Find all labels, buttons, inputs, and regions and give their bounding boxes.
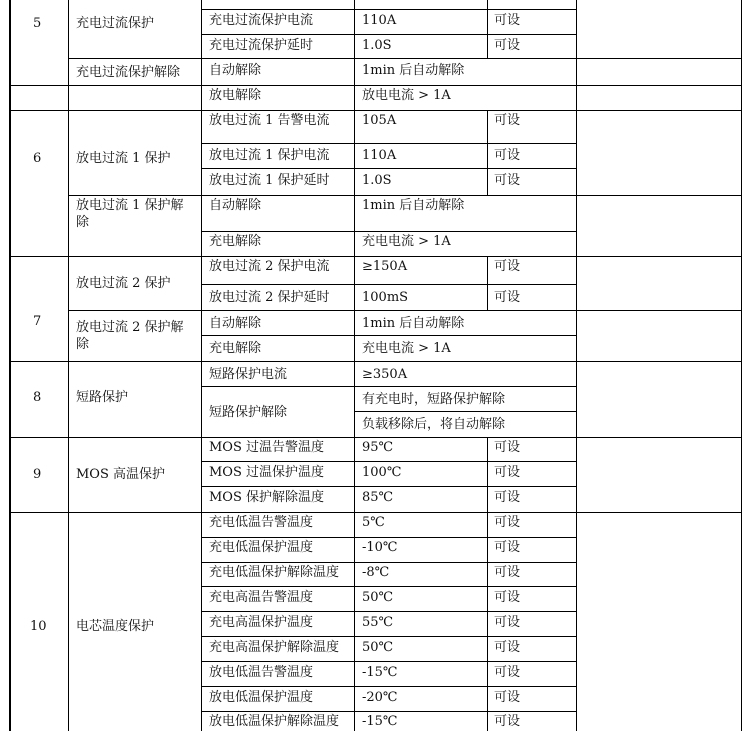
parameter-value: -8℃ — [362, 565, 390, 580]
parameter-name: 放电过流 2 保护电流 — [209, 259, 330, 274]
parameter-name: 放电过流 1 保护延时 — [209, 173, 330, 188]
parameter-name: 短路保护解除 — [209, 405, 288, 420]
configurable-flag: 可设 — [494, 690, 521, 705]
row-number: 7 — [33, 314, 42, 329]
configurable-flag: 可设 — [494, 615, 521, 630]
parameter-name: 自动解除 — [209, 63, 262, 78]
parameter-name: 自动解除 — [209, 198, 262, 213]
configurable-flag: 可设 — [494, 148, 521, 163]
parameter-name: 放电低温保护解除温度 — [209, 714, 340, 729]
parameter-value: 有充电时，短路保护解除 — [362, 392, 506, 407]
parameter-value: -15℃ — [362, 714, 398, 729]
parameter-name: 短路保护电流 — [209, 367, 288, 382]
parameter-name: MOS 过温保护温度 — [209, 465, 325, 480]
parameter-name: MOS 保护解除温度 — [209, 490, 325, 505]
parameter-name: 放电低温告警温度 — [209, 665, 314, 680]
parameter-value: 95℃ — [362, 440, 394, 455]
parameter-value: 50℃ — [362, 640, 394, 655]
configurable-flag: 可设 — [494, 565, 521, 580]
configurable-flag: 可设 — [494, 640, 521, 655]
parameter-name: MOS 过温告警温度 — [209, 440, 325, 455]
configurable-flag: 可设 — [494, 13, 521, 28]
parameter-value: 1.0S — [362, 38, 392, 53]
parameter-value: 110A — [362, 148, 397, 163]
parameter-name: 充电低温告警温度 — [209, 515, 314, 530]
configurable-flag: 可设 — [494, 515, 521, 530]
parameter-value: 充电电流 > 1A — [362, 341, 451, 356]
row-number: 5 — [33, 16, 42, 31]
parameter-name: 充电高温告警温度 — [209, 590, 314, 605]
configurable-flag: 可设 — [494, 490, 521, 505]
parameter-value: 85℃ — [362, 490, 394, 505]
row-number: 8 — [33, 390, 42, 405]
configurable-flag: 可设 — [494, 113, 521, 128]
protection-item: MOS 高温保护 — [76, 467, 166, 482]
parameter-name: 充电高温保护温度 — [209, 615, 314, 630]
row-number: 6 — [33, 151, 42, 166]
configurable-flag: 可设 — [494, 173, 521, 188]
parameter-value: ≥350A — [362, 367, 408, 382]
parameter-name: 放电过流 1 告警电流 — [209, 113, 330, 128]
parameter-name: 充电过流保护电流 — [209, 13, 314, 28]
parameter-name: 放电低温保护温度 — [209, 690, 314, 705]
parameter-value: 1min 后自动解除 — [362, 316, 465, 331]
protection-item: 放电过流 2 保护 — [76, 276, 171, 291]
parameter-name: 充电低温保护解除温度 — [209, 565, 340, 580]
parameter-value: -20℃ — [362, 690, 398, 705]
parameter-value: 放电电流 > 1A — [362, 88, 451, 103]
parameter-value: -10℃ — [362, 540, 398, 555]
parameter-name: 充电解除 — [209, 341, 262, 356]
parameter-value: 1min 后自动解除 — [362, 63, 465, 78]
configurable-flag: 可设 — [494, 714, 521, 729]
parameter-value: 105A — [362, 113, 397, 128]
parameter-name: 自动解除 — [209, 316, 262, 331]
parameter-value: 1.0S — [362, 173, 392, 188]
parameter-value: 110A — [362, 13, 397, 28]
parameter-name: 充电解除 — [209, 234, 262, 249]
configurable-flag: 可设 — [494, 259, 521, 274]
protection-item: 放电过流 1 保护 — [76, 151, 171, 166]
parameter-value: 1min 后自动解除 — [362, 198, 465, 213]
configurable-flag: 可设 — [494, 540, 521, 555]
configurable-flag: 可设 — [494, 290, 521, 305]
parameter-value: -15℃ — [362, 665, 398, 680]
configurable-flag: 可设 — [494, 38, 521, 53]
row-number: 10 — [30, 619, 47, 634]
configurable-flag: 可设 — [494, 665, 521, 680]
parameter-value: 100mS — [362, 290, 409, 305]
configurable-flag: 可设 — [494, 440, 521, 455]
protection-item: 放电过流 1 保护解除 — [76, 198, 184, 230]
parameter-name: 充电过流保护延时 — [209, 38, 314, 53]
parameter-value: 50℃ — [362, 590, 394, 605]
parameter-value: 5℃ — [362, 515, 385, 530]
parameter-name: 放电解除 — [209, 88, 262, 103]
parameter-name: 放电过流 2 保护延时 — [209, 290, 330, 305]
parameter-name: 放电过流 1 保护电流 — [209, 148, 330, 163]
protection-item: 短路保护 — [76, 390, 129, 405]
parameter-name: 充电低温保护温度 — [209, 540, 314, 555]
protection-item: 放电过流 2 保护解除 — [76, 320, 184, 352]
parameter-value: 55℃ — [362, 615, 394, 630]
configurable-flag: 可设 — [494, 590, 521, 605]
row-number: 9 — [33, 467, 42, 482]
parameter-name: 充电高温保护解除温度 — [209, 640, 340, 655]
protection-item: 充电过流保护解除 — [76, 65, 181, 80]
protection-item: 充电过流保护 — [76, 16, 155, 31]
configurable-flag: 可设 — [494, 465, 521, 480]
parameter-value: ≥150A — [362, 259, 408, 274]
protection-item: 电芯温度保护 — [76, 619, 155, 634]
parameter-value: 充电电流 > 1A — [362, 234, 451, 249]
parameter-value: 负载移除后，将自动解除 — [362, 417, 506, 432]
parameter-value: 100℃ — [362, 465, 402, 480]
